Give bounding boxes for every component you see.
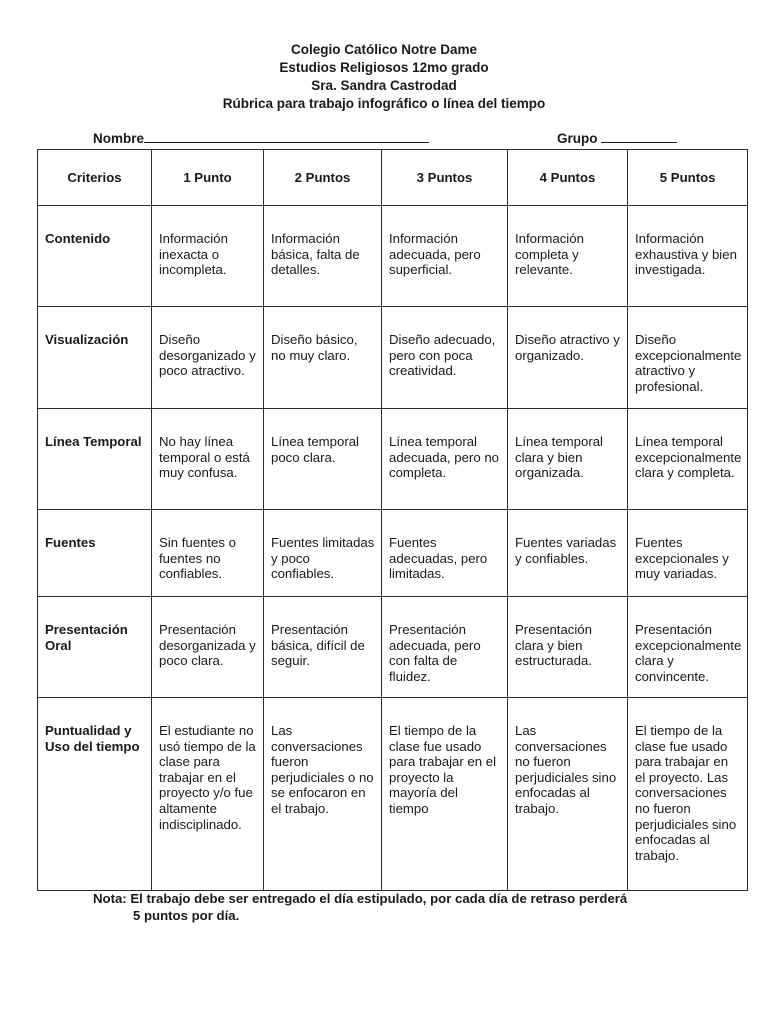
table-row (38, 510, 748, 597)
rubric-cell: Diseño excepcionalmente atractivo y profesional. (628, 307, 748, 409)
rubric-cell: Las conversaciones fueron perjudiciales o no se enfocaron en el trabajo. (264, 698, 382, 891)
late-submission-note (93, 890, 703, 924)
table-header-row (38, 150, 748, 206)
rubric-title: Rúbrica para trabajo infográfico o línea del tiempo (222, 96, 546, 111)
rubric-cell: Presentación desorganizada y poco clara. (152, 597, 264, 698)
criterion-cell: Contenido (38, 206, 152, 307)
nombre-field (93, 130, 429, 146)
rubric-cell: Fuentes adecuadas, pero limitadas. (382, 510, 508, 597)
rubric-cell: Diseño atractivo y organizado. (508, 307, 628, 409)
column-header: Criterios (38, 150, 152, 206)
rubric-table (37, 149, 748, 891)
teacher-name: Sra. Sandra Castrodad (311, 78, 457, 93)
rubric-cell: Fuentes limitadas y poco confiables. (264, 510, 382, 597)
rubric-cell: Diseño desorganizado y poco atractivo. (152, 307, 264, 409)
rubric-cell: No hay línea temporal o está muy confusa. (152, 409, 264, 510)
rubric-cell: Presentación básica, difícil de seguir. (264, 597, 382, 698)
column-header: 3 Puntos (382, 150, 508, 206)
course-name: Estudios Religiosos 12mo grado (279, 60, 489, 75)
criterion-cell: Línea Temporal (38, 409, 152, 510)
column-header: 1 Punto (152, 150, 264, 206)
rubric-cell: Diseño adecuado, pero con poca creatividad. (382, 307, 508, 409)
rubric-cell: Línea temporal excepcionalmente clara y completa. (628, 409, 748, 510)
rubric-cell: Línea temporal clara y bien organizada. (508, 409, 628, 510)
student-fields (93, 130, 693, 148)
rubric-cell: Información adecuada, pero superficial. (382, 206, 508, 307)
document-header (0, 41, 768, 113)
rubric-cell: Presentación adecuada, pero con falta de fluidez. (382, 597, 508, 698)
rubric-cell: El estudiante no usó tiempo de la clase para trabajar en el proyecto y/o fue altamente indisciplinado. (152, 698, 264, 891)
table-row (38, 597, 748, 698)
column-header: 4 Puntos (508, 150, 628, 206)
table-row (38, 307, 748, 409)
table-row (38, 409, 748, 510)
note-line-1: Nota: El trabajo debe ser entregado el día estipulado, por cada día de retraso perderá (93, 891, 628, 906)
nombre-label: Nombre (93, 131, 145, 146)
grupo-blank-line (601, 130, 677, 143)
grupo-field (557, 130, 677, 146)
column-header: 2 Puntos (264, 150, 382, 206)
criterion-cell: Fuentes (38, 510, 152, 597)
rubric-cell: Fuentes excepcionales y muy variadas. (628, 510, 748, 597)
rubric-cell: Información exhaustiva y bien investigada. (628, 206, 748, 307)
criterion-cell: Presentación Oral (38, 597, 152, 698)
nombre-blank-line (144, 130, 429, 143)
criterion-cell: Visualización (38, 307, 152, 409)
grupo-label: Grupo (557, 131, 598, 146)
rubric-cell: Línea temporal adecuada, pero no completa. (382, 409, 508, 510)
rubric-cell: Fuentes variadas y confiables. (508, 510, 628, 597)
column-header: 5 Puntos (628, 150, 748, 206)
rubric-cell: Las conversaciones no fueron perjudiciales sino enfocadas al trabajo. (508, 698, 628, 891)
school-name: Colegio Católico Notre Dame (290, 42, 478, 57)
rubric-cell: El tiempo de la clase fue usado para trabajar en el proyecto. Las conversaciones no fueron perjudiciales sino enfocadas al trabajo. (628, 698, 748, 891)
rubric-cell: Información completa y relevante. (508, 206, 628, 307)
rubric-cell: Presentación clara y bien estructurada. (508, 597, 628, 698)
rubric-cell: Línea temporal poco clara. (264, 409, 382, 510)
criterion-cell: Puntualidad y Uso del tiempo (38, 698, 152, 891)
rubric-cell: Información básica, falta de detalles. (264, 206, 382, 307)
rubric-cell: Presentación excepcionalmente clara y convincente. (628, 597, 748, 698)
rubric-cell: El tiempo de la clase fue usado para trabajar en el proyecto la mayoría del tiempo (382, 698, 508, 891)
rubric-cell: Sin fuentes o fuentes no confiables. (152, 510, 264, 597)
rubric-cell: Información inexacta o incompleta. (152, 206, 264, 307)
table-row (38, 698, 748, 891)
rubric-cell: Diseño básico, no muy claro. (264, 307, 382, 409)
note-line-2: 5 puntos por día. (133, 908, 240, 923)
table-row (38, 206, 748, 307)
